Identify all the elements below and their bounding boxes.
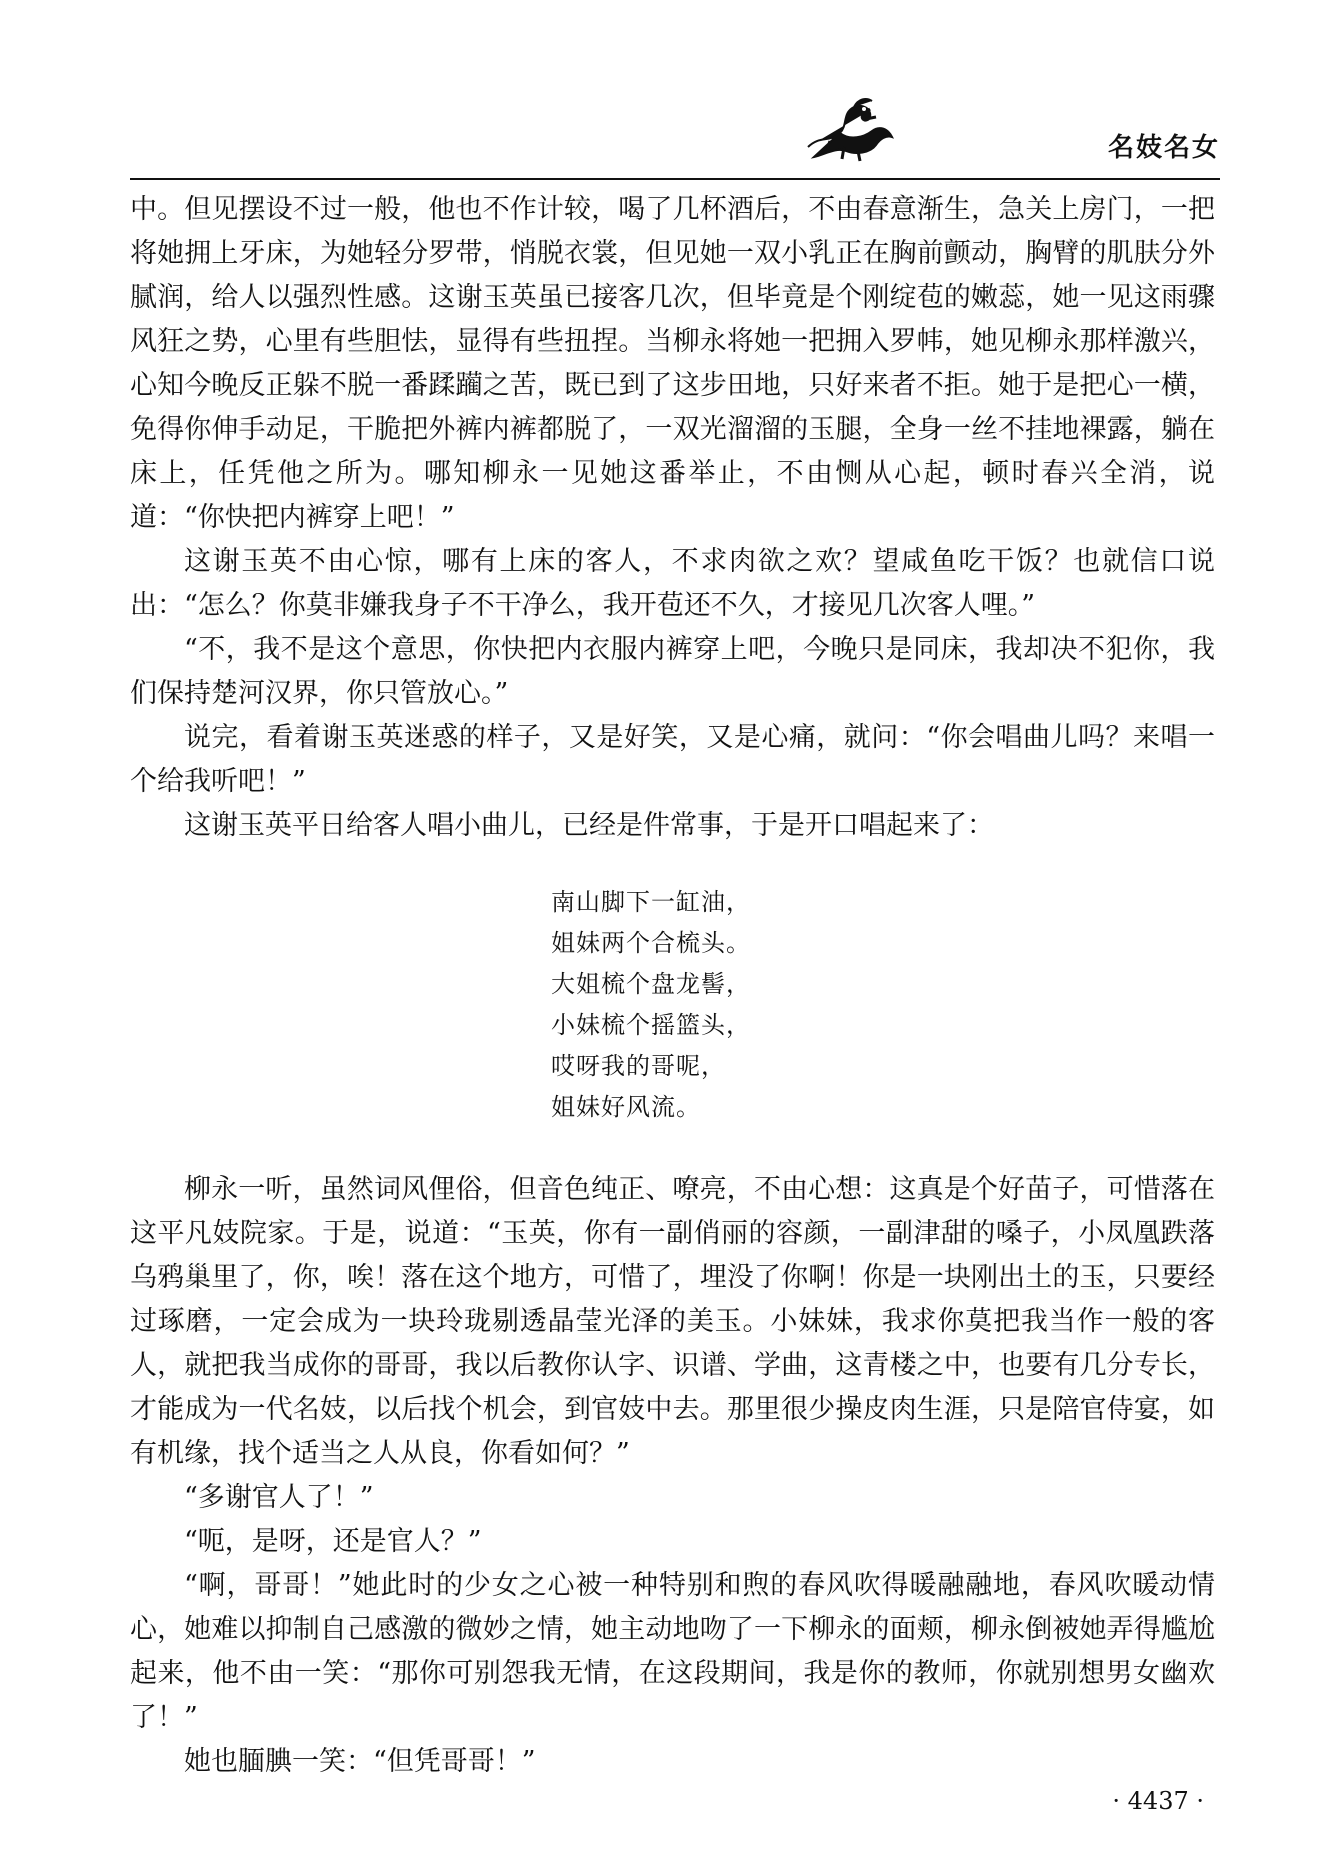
paragraph: 这谢玉英平日给客人唱小曲儿，已经是件常事，于是开口唱起来了：	[184, 810, 994, 841]
verse-line: 南山脚下一缸油，	[551, 888, 751, 916]
paragraph: 中。但见摆设不过一般，他也不作计较，喝了几杯酒后，不由春意渐生，急关上房门，一把将她拥上牙床，为她轻分罗带，悄脱衣裳，但见她一双小乳正在胸前颤动，胸臂的肌肤分外腻润，给人以强烈性感。这谢玉英虽已接客几次，但毕竟是个刚绽苞的嫩蕊，她一见这雨骤风狂之势，心里有些胆怯，显得有些扭捏。当柳永将她一把拥入罗帏，她见柳永那样激兴，心知今晚反正躲不脱一番蹂躏之苦，既已到了这步田地，只好来者不拒。她于是把心一横，免得你伸手动足，干脆把外裤内裤都脱了，一双光溜溜的玉腿，全身一丝不挂地裸露，躺在床上，任凭他之所为。哪知柳永一见她这番举止，不由恻从心起，顿时春兴全消，说道：“你快把内裤穿上吧！”	[130, 194, 1215, 533]
paragraph: 柳永一听，虽然词风俚俗，但音色纯正、嘹亮，不由心想：这真是个好苗子，可惜落在这平凡妓院家。于是，说道：“玉英，你有一副俏丽的容颜，一副津甜的嗓子，小凤凰跌落乌鸦巢里了，你，唉！落在这个地方，可惜了，埋没了你啊！你是一块刚出土的玉，只要经过琢磨，一定会成为一块玲珑剔透晶莹光泽的美玉。小妹妹，我求你莫把我当作一般的客人，就把我当成你的哥哥，我以后教你认字、识谱、学曲，这青楼之中，也要有几分专长，才能成为一代名妓，以后找个机会，到官妓中去。那里很少操皮肉生涯，只是陪官侍宴，如有机缘，找个适当之人从良，你看如何？”	[130, 1174, 1215, 1469]
header-title: 名妓名女	[1107, 133, 1220, 163]
page-body	[130, 188, 1215, 1784]
verse-line: 姐妹两个合梳头。	[551, 929, 751, 957]
paragraph: 说完，看着谢玉英迷惑的样子，又是好笑，又是心痛，就问：“你会唱曲儿吗？来唱一个给我听吧！”	[130, 722, 1215, 797]
paragraph: “啊，哥哥！”她此时的少女之心被一种特别和煦的春风吹得暖融融地，春风吹暖动情心，她难以抑制自己感激的微妙之情，她主动地吻了一下柳永的面颊，柳永倒被她弄得尴尬起来，他不由一笑：“那你可别怨我无情，在这段期间，我是你的教师，你就别想男女幽欢了！”	[130, 1570, 1215, 1733]
paragraph: 她也腼腆一笑：“但凭哥哥！”	[184, 1746, 536, 1777]
verse-line: 姐妹好风流。	[551, 1093, 701, 1121]
header-divider	[130, 178, 1220, 180]
verse-line: 大姐梳个盘龙髻，	[551, 970, 751, 998]
verse-line: 哎呀我的哥呢，	[551, 1052, 726, 1080]
paragraph: “多谢官人了！”	[184, 1482, 374, 1513]
song-verse	[551, 882, 1215, 1128]
dragon-icon	[800, 95, 900, 165]
verse-line: 小妹梳个摇篮头，	[551, 1011, 751, 1039]
paragraph: “呃，是呀，还是官人？”	[184, 1526, 482, 1557]
page-header	[800, 95, 1220, 175]
paragraph: 这谢玉英不由心惊，哪有上床的客人，不求肉欲之欢？望咸鱼吃干饭？也就信口说出：“怎么？你莫非嫌我身子不干净么，我开苞还不久，才接见几次客人哩。”	[130, 546, 1215, 621]
page-number: · 4437 ·	[1112, 1787, 1204, 1815]
paragraph: “不，我不是这个意思，你快把内衣服内裤穿上吧，今晚只是同床，我却决不犯你，我们保持楚河汉界，你只管放心。”	[130, 634, 1215, 709]
